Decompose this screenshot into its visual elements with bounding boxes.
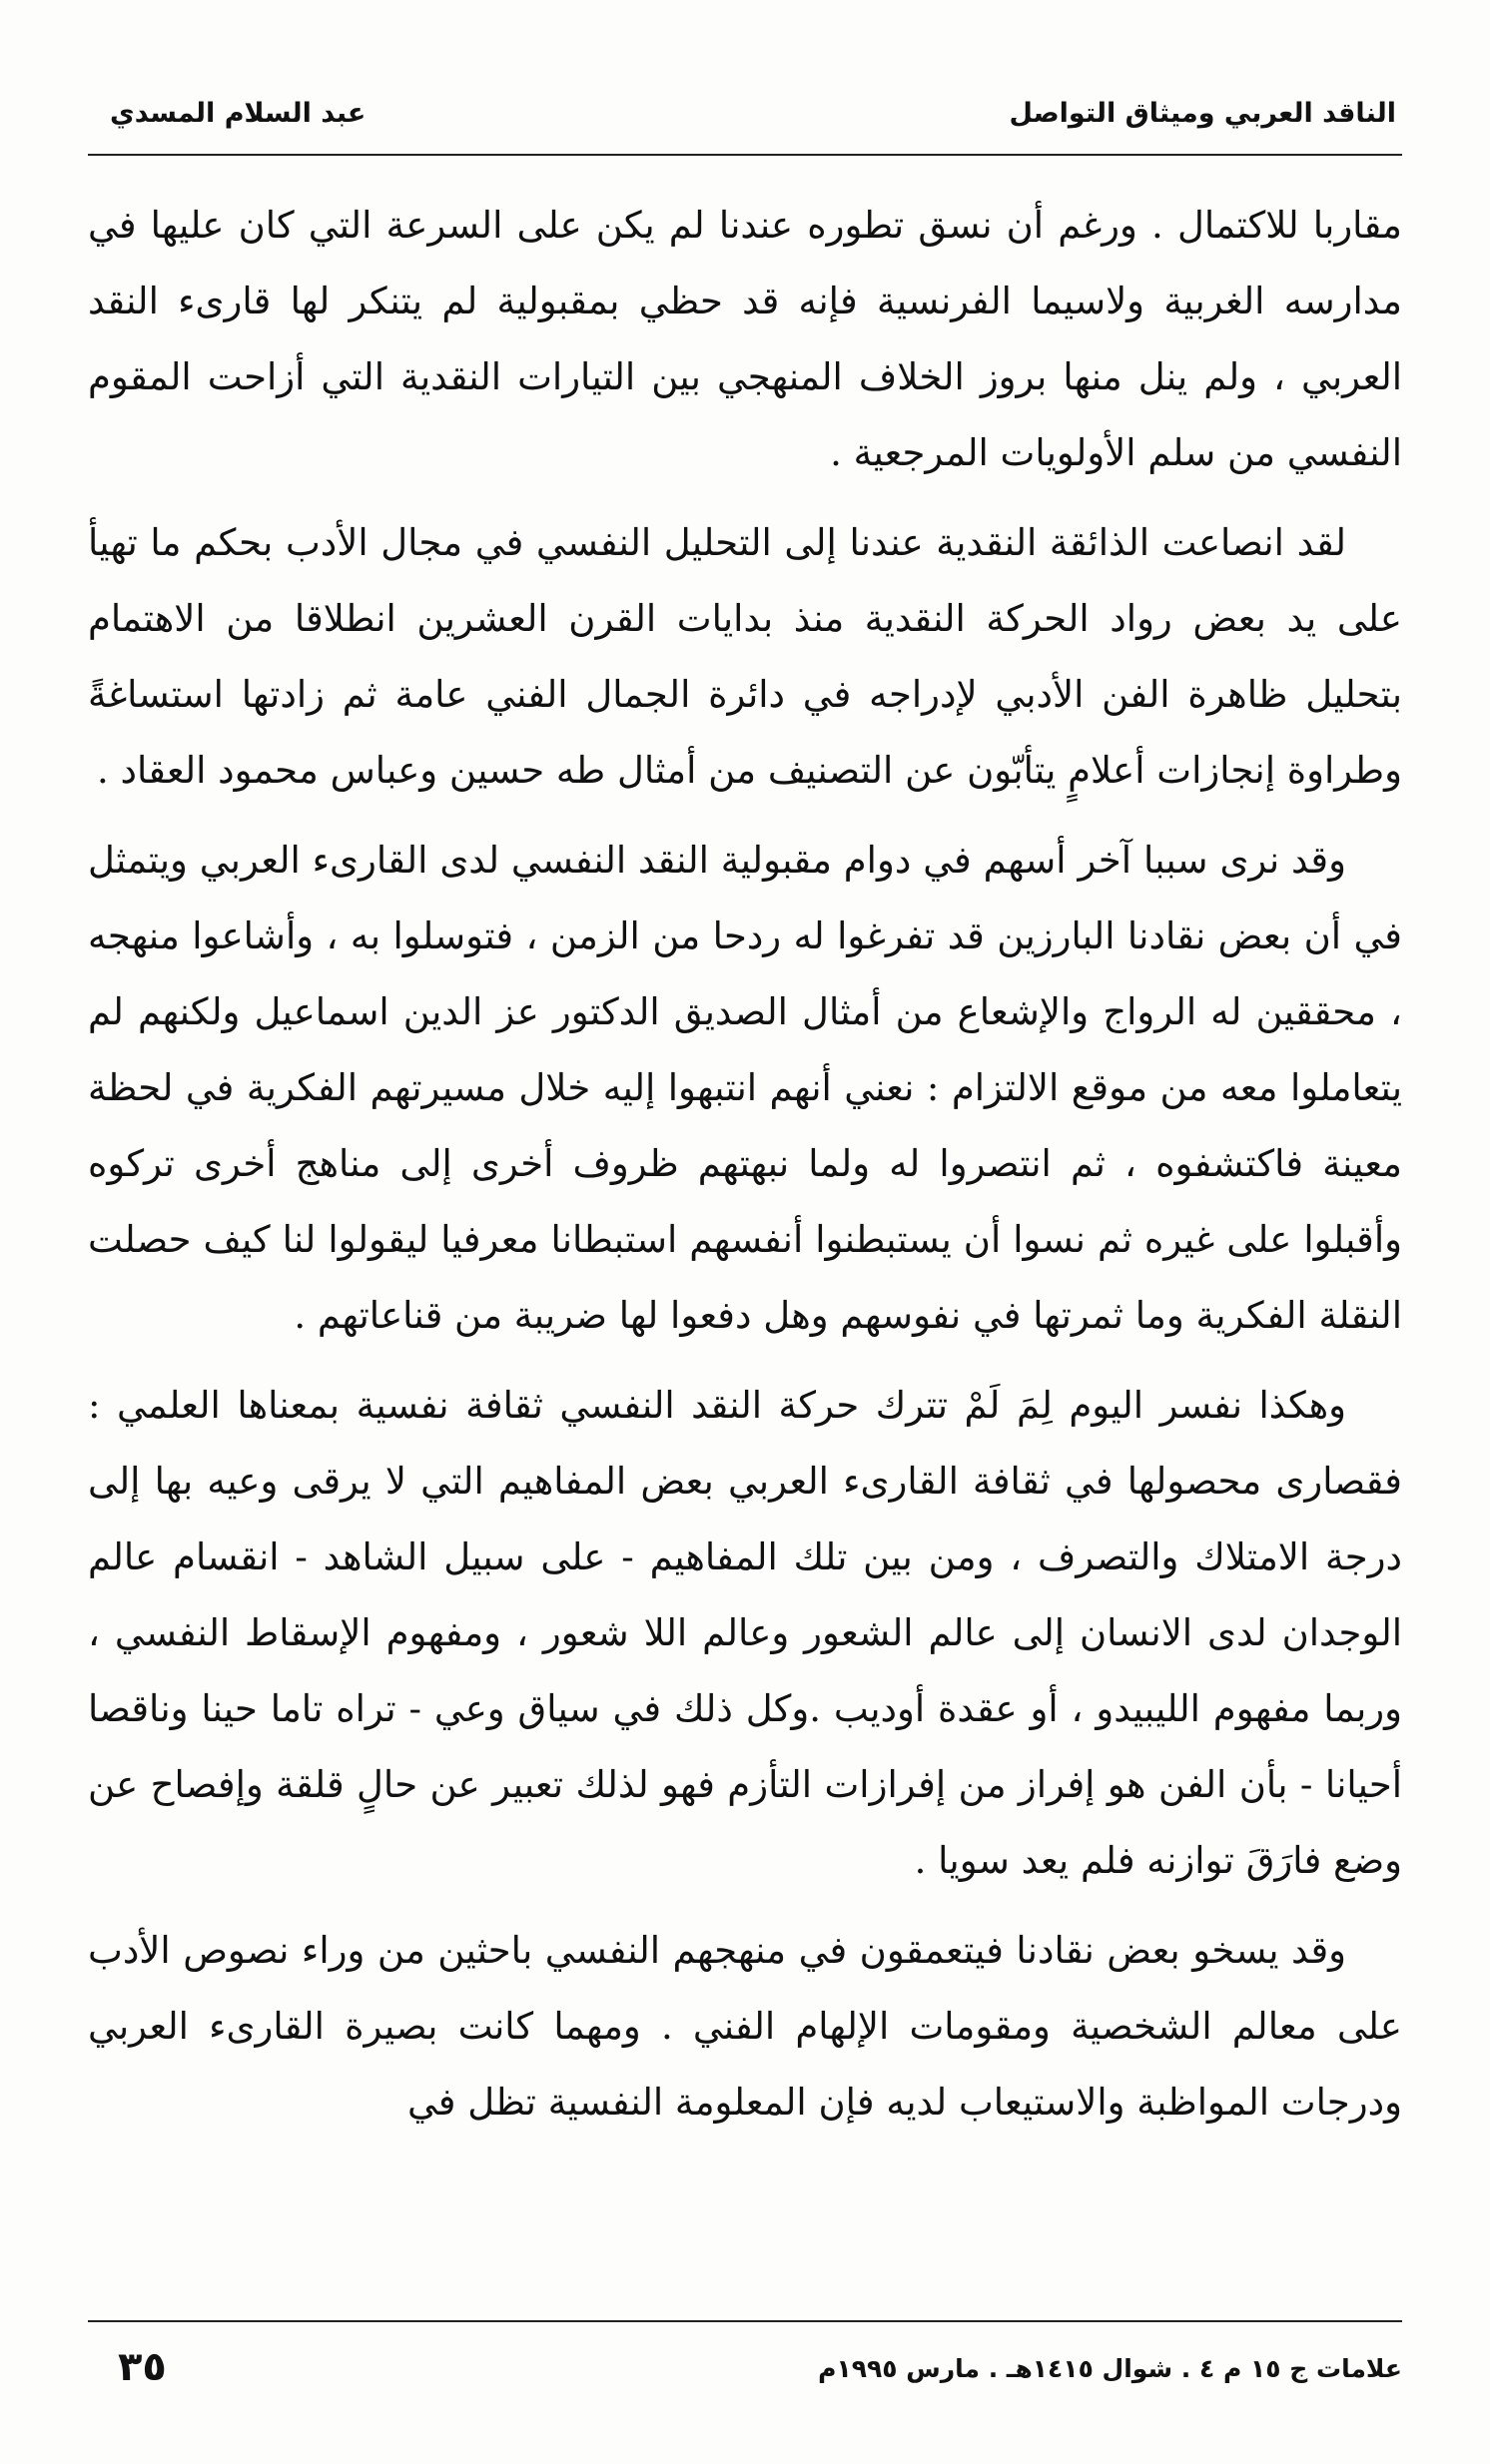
book-page xyxy=(88,0,1402,2464)
paragraph: لقد انصاعت الذائقة النقدية عندنا إلى التحليل النفسي في مجال الأدب بحكم ما تهيأ على يد بعض رواد الحركة النقدية منذ بدايات القرن العشرين انطلاقا من الاهتمام بتحليل ظاهرة الفن الأدبي لإدراجه في دائرة الجمال الفني عامة ثم زادتها استساغةً وطراوة إنجازات أعلامٍ يتأبّون عن التصنيف من أمثال طه حسين وعباس محمود العقاد . xyxy=(88,521,1402,792)
paragraph: وهكذا نفسر اليوم لِمَ لَمْ تترك حركة النقد النفسي ثقافة نفسية بمعناها العلمي : فقصارى محصولها في ثقافة القارىء العربي بعض المفاهيم التي لا يرقى وعيه بها إلى درجة الامتلاك والتصرف ، ومن بين تلك المفاهيم - على سبيل الشاهد - انقسام عالم الوجدان لدى الانسان إلى عالم الشعور وعالم اللا شعور ، ومفهوم الإسقاط النفسي ، وربما مفهوم الليبيدو ، أو عقدة أوديب .وكل ذلك في سياق وعي - تراه تاما حينا وناقصا أحيانا - بأن الفن هو إفراز من إفرازات التأزم فهو لذلك تعبير عن حالٍ قلقة وإفصاح عن وضع فارَقَ توازنه فلم يعد سويا . xyxy=(88,1384,1402,1882)
page-footer xyxy=(88,2344,1402,2398)
paragraph: وقد نرى سببا آخر أسهم في دوام مقبولية النقد النفسي لدى القارىء العربي ويتمثل في أن بعض نقادنا البارزين قد تفرغوا له ردحا من الزمن ، فتوسلوا به ، وأشاعوا منهجه ، محققين له الرواج والإشعاع من أمثال الصديق الدكتور عز الدين اسماعيل ولكنهم لم يتعاملوا معه من موقع الالتزام : نعني أنهم انتبهوا إليه خلال مسيرتهم الفكرية في لحظة معينة فاكتشفوه ، ثم انتصروا له ولما نبهتهم ظروف أخرى إلى مناهج أخرى تركوه وأقبلوا على غيره ثم نسوا أن يستبطنوا أنفسهم استبطانا معرفيا ليقولوا لنا كيف حصلت النقلة الفكرية وما ثمرتها في نفوسهم وهل دفعوا لها ضريبة من قناعاتهم . xyxy=(88,839,1402,1337)
running-header xyxy=(88,98,1402,138)
header-rule xyxy=(88,154,1402,156)
footer-rule xyxy=(88,2320,1402,2322)
body-text xyxy=(88,188,1402,2155)
author-name: عبد السلام المسدي xyxy=(110,98,367,129)
journal-citation: علامات ج ١٥ م ٤ . شوال ١٤١٥هـ . مارس ١٩٩٥م xyxy=(818,2354,1402,2383)
page-number: ٣٥ xyxy=(118,2344,167,2390)
paragraph: وقد يسخو بعض نقادنا فيتعمقون في منهجهم النفسي باحثين من وراء نصوص الأدب على معالم الشخصية ومقومات الإلهام الفني . ومهما كانت بصيرة القارىء العربي ودرجات المواظبة والاستيعاب لديه فإن المعلومة النفسية تظل في xyxy=(88,1929,1402,2124)
paragraph: مقاربا للاكتمال . ورغم أن نسق تطوره عندنا لم يكن على السرعة التي كان عليها في مدارسه الغربية ولاسيما الفرنسية فإنه قد حظي بمقبولية لم يتنكر لها قارىء النقد العربي ، ولم ينل منها بروز الخلاف المنهجي بين التيارات النقدية التي أزاحت المقوم النفسي من سلم الأولويات المرجعية . xyxy=(88,204,1402,474)
book-title: الناقد العربي وميثاق التواصل xyxy=(1009,98,1396,129)
